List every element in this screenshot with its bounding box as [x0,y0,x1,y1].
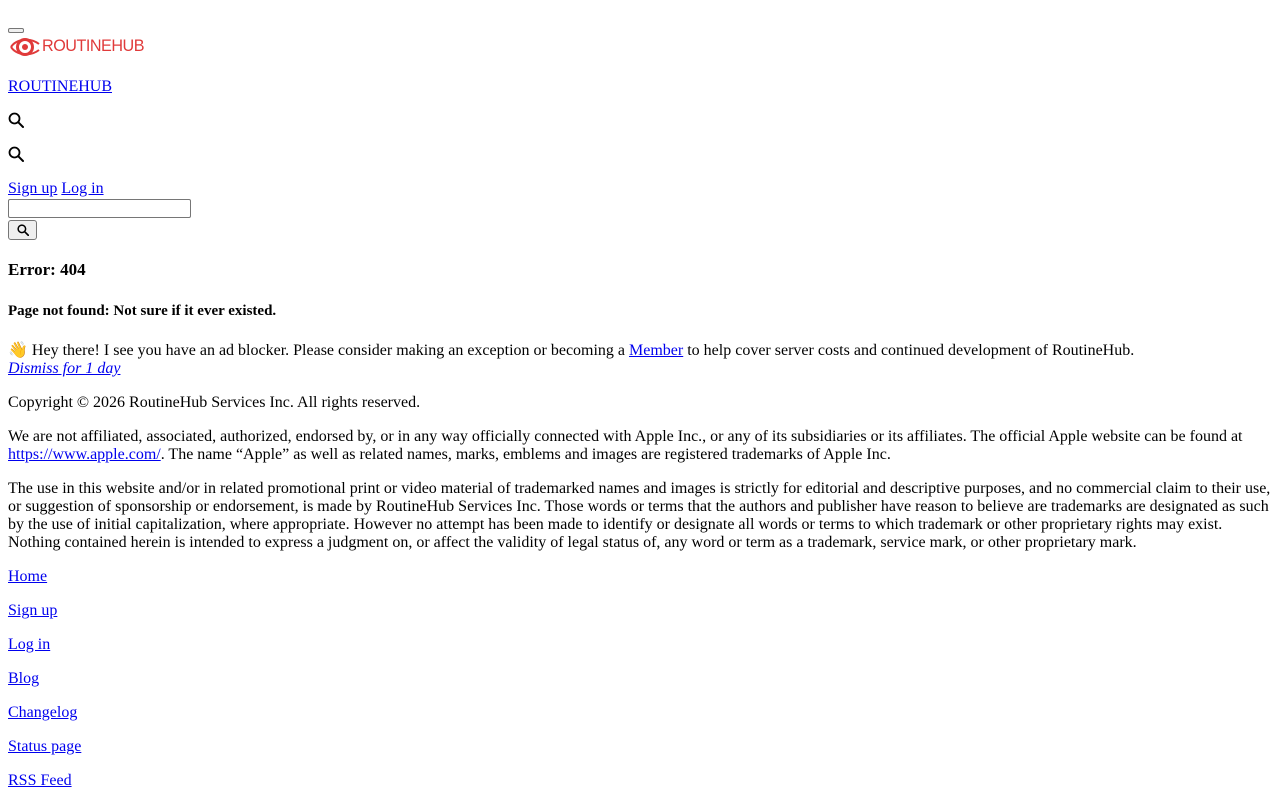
adblock-notice [8,342,1134,360]
search-icon[interactable] [8,112,24,128]
footer-link-rss-feed[interactable]: RSS Feed [8,772,72,789]
trademark-text: The use in this website and/or in related promotional print or video material of trademarked names and images is strictly for editorial and descriptive purposes, and no commercial claim to their use, or suggestion of sponsorship or endorsement, is made by RoutineHub Services Inc. Those words or terms that the authors and publisher have reason to believe are trademarks are designated as such by the use of initial capitalization, where appropriate. However no attempt has been made to identify or designate all words or terms to which trademark or other proprietary rights may exist. Nothing contained herein is intended to express a judgment on, or affect the validity of legal status of, any word or term as a trademark, service mark, or other proprietary mark. [8,480,1271,551]
adblock-text-after: to help cover server costs and continued development of RoutineHub. [683,342,1135,359]
footer-link-blog[interactable]: Blog [8,670,40,687]
waving-hand-icon: 👋 [8,342,28,359]
disclaimer-text [8,428,1272,464]
adblock-text-before: Hey there! I see you have an ad blocker. Please consider making an exception or becoming a [27,342,630,359]
dismiss-link[interactable]: Dismiss for 1 day [8,360,121,377]
brand-logo-text: ROUTINEHUB [42,36,145,55]
disclaimer-after: . The name “Apple” as well as related names, marks, emblems and images are registered trademarks of Apple Inc. [160,446,891,463]
login-link[interactable]: Log in [61,180,104,197]
brand-logo[interactable] [8,31,152,63]
disclaimer-before: We are not affiliated, associated, authorized, endorsed by, or in any way officially connected with Apple Inc., or any of its subsidiaries or its affiliates. The official Apple website can be found at [8,428,1243,445]
member-link[interactable]: Member [629,342,684,359]
footer-link-changelog[interactable]: Changelog [8,704,78,721]
copyright-text: Copyright © 2026 RoutineHub Services Inc. All rights reserved. [8,394,421,411]
footer-link-signup[interactable]: Sign up [8,602,58,619]
search-icon [17,224,29,236]
routinehub-logo-icon [8,31,42,61]
error-title: Error: 404 [8,260,86,279]
apple-link[interactable]: https://www.apple.com/ [8,446,161,463]
brand-link[interactable]: ROUTINEHUB [8,78,112,95]
auth-links [8,180,104,198]
search-button[interactable] [8,220,37,240]
signup-link[interactable]: Sign up [8,180,58,197]
footer-link-login[interactable]: Log in [8,636,51,653]
search-icon[interactable] [8,146,24,162]
search-input[interactable] [8,199,191,218]
footer-link-status-page[interactable]: Status page [8,738,82,755]
error-message: Page not found: Not sure if it ever existed. [8,303,277,319]
footer-link-home[interactable]: Home [8,568,48,585]
dismiss-wrapper [8,360,120,378]
